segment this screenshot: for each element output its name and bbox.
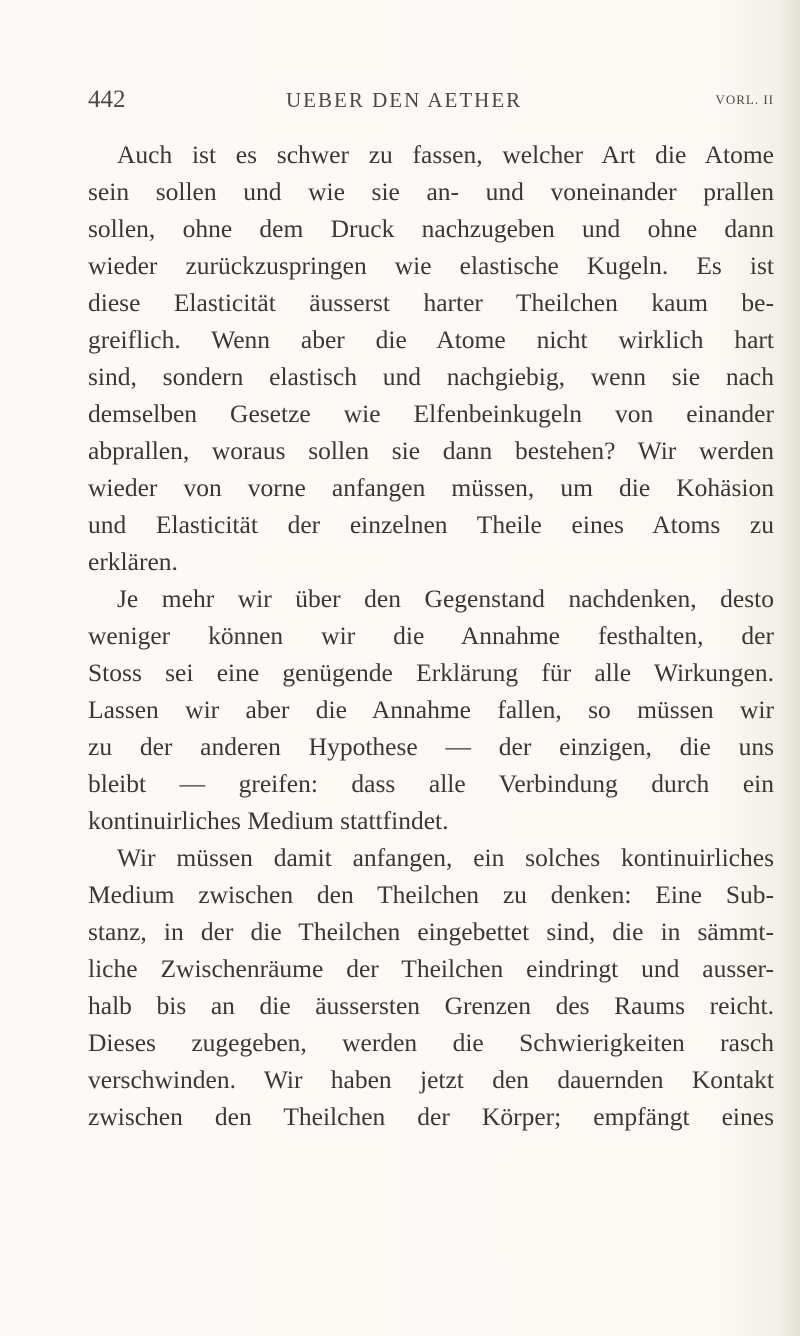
text-line: greiflich. Wenn aber die Atome nicht wirklich hart: [88, 325, 774, 354]
paragraph: [88, 136, 774, 580]
volume-label: VORL. II: [715, 92, 774, 107]
text-line: kontinuirliches Medium stattfindet.: [88, 806, 449, 835]
text-line: Medium zwischen den Theilchen zu denken: Eine Sub-: [88, 880, 774, 909]
running-head: [88, 86, 774, 116]
text-line: erklären.: [88, 547, 178, 576]
text-line: halb bis an die äussersten Grenzen des Raums reicht.: [88, 991, 774, 1020]
paragraph: [88, 839, 774, 1135]
text-line: bleibt — greifen: dass alle Verbindung durch ein: [88, 769, 774, 798]
text-line: sein sollen und wie sie an- und voneinander prallen: [88, 177, 774, 206]
text-line: sind, sondern elastisch und nachgiebig, wenn sie nach: [88, 362, 774, 391]
text-line: Wir müssen damit anfangen, ein solches kontinuirliches: [117, 843, 774, 872]
text-line: und Elasticität der einzelnen Theile eines Atoms zu: [88, 510, 774, 539]
text-line: liche Zwischenräume der Theilchen eindringt und ausser-: [88, 954, 774, 983]
paragraph: [88, 580, 774, 839]
text-line: verschwinden. Wir haben jetzt den dauernden Kontakt: [88, 1065, 774, 1094]
text-line: Dieses zugegeben, werden die Schwierigkeiten rasch: [88, 1028, 774, 1057]
body-text: [88, 136, 774, 1135]
text-line: demselben Gesetze wie Elfenbeinkugeln von einander: [88, 399, 774, 428]
text-line: Stoss sei eine genügende Erklärung für alle Wirkungen.: [88, 658, 774, 687]
text-line: sollen, ohne dem Druck nachzugeben und ohne dann: [88, 214, 774, 243]
text-line: wieder von vorne anfangen müssen, um die Kohäsion: [88, 473, 774, 502]
text-line: wieder zurückzuspringen wie elastische Kugeln. Es ist: [88, 251, 774, 280]
text-line: stanz, in der die Theilchen eingebettet sind, die in sämmt-: [88, 917, 774, 946]
page-number: 442: [88, 86, 126, 113]
text-line: Auch ist es schwer zu fassen, welcher Art die Atome: [117, 140, 774, 169]
text-line: weniger können wir die Annahme festhalten, der: [88, 621, 774, 650]
text-line: Lassen wir aber die Annahme fallen, so müssen wir: [88, 695, 774, 724]
text-line: zwischen den Theilchen der Körper; empfängt eines: [88, 1102, 774, 1131]
text-line: zu der anderen Hypothese — der einzigen, die uns: [88, 732, 774, 761]
text-line: abprallen, woraus sollen sie dann bestehen? Wir werden: [88, 436, 774, 465]
text-line: diese Elasticität äusserst harter Theilchen kaum be-: [88, 288, 774, 317]
running-title: UEBER DEN AETHER: [286, 88, 523, 112]
text-line: Je mehr wir über den Gegenstand nachdenken, desto: [117, 584, 774, 613]
